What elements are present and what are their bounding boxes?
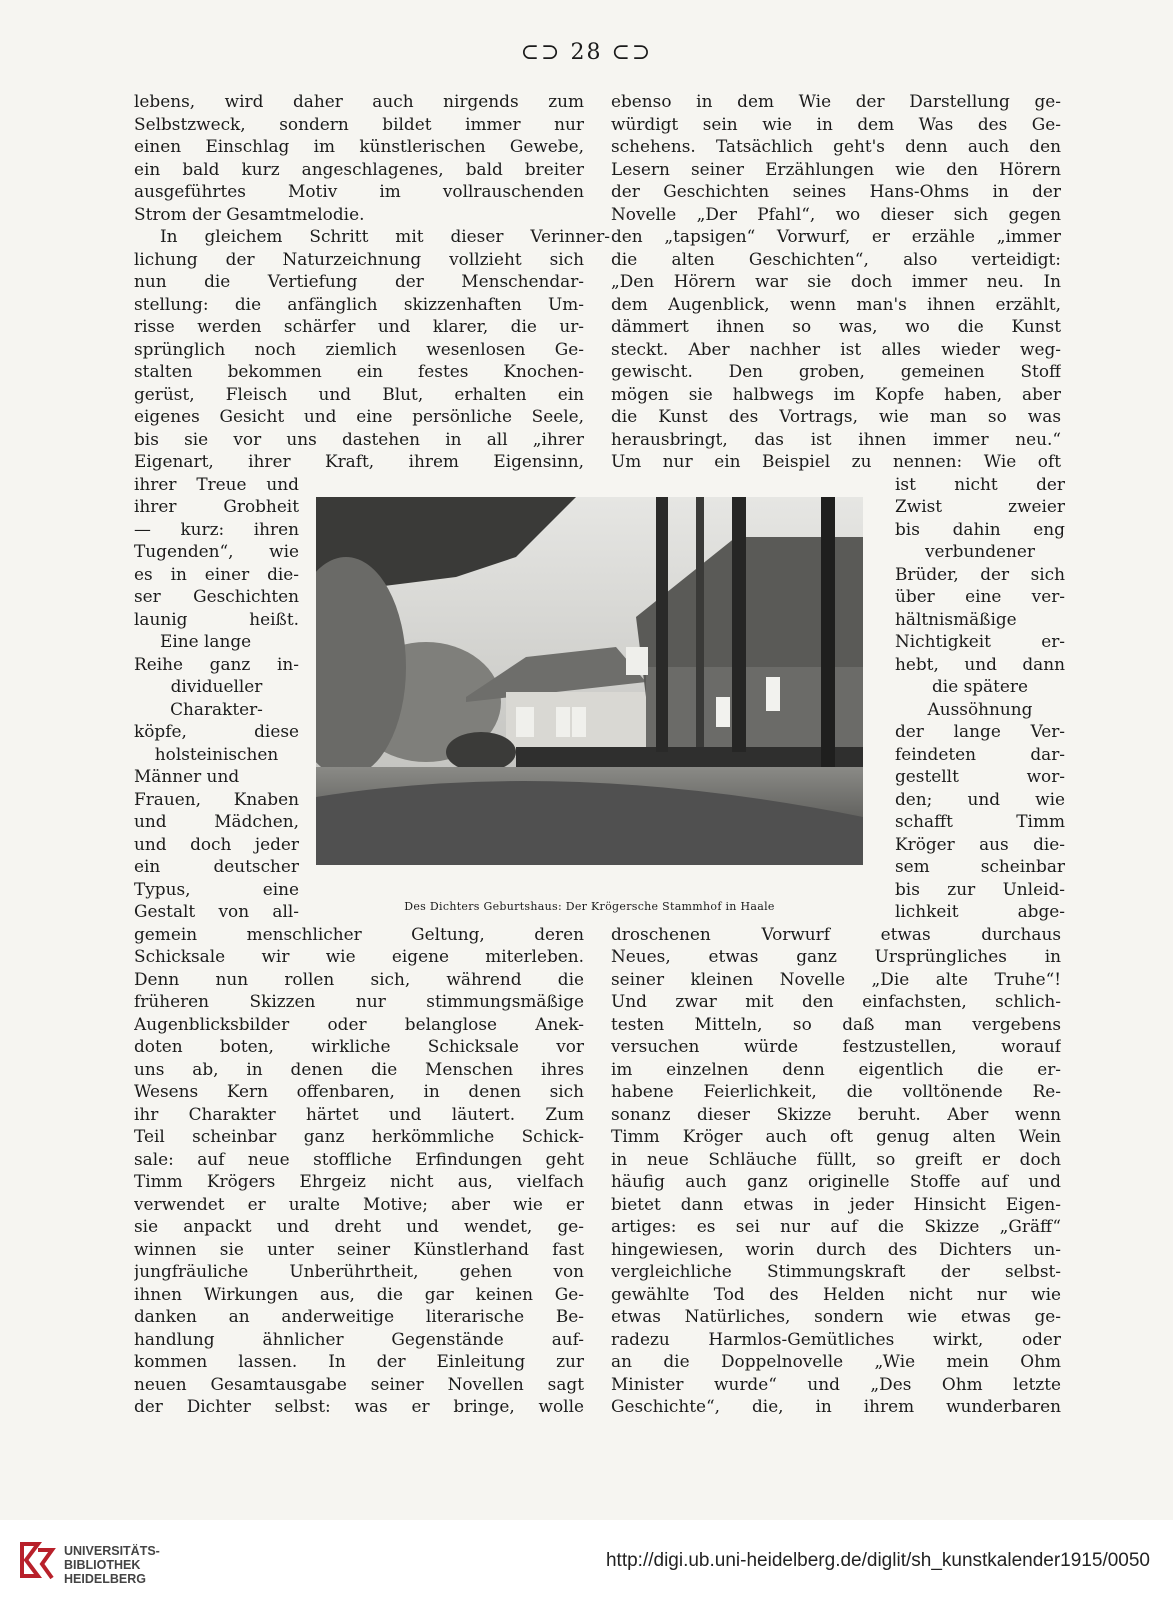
text-line: Zwist zweier	[895, 496, 1065, 516]
text-line: Kröger aus die-	[895, 833, 1065, 854]
text-line: der Dichter selbst: was er bringe, wolle	[134, 1396, 584, 1416]
text-line: danken an anderweitige literarische Be-	[134, 1306, 584, 1326]
text-line: sale: auf neue stoffliche Erfindungen geht	[134, 1148, 584, 1169]
text-line: versuchen würde festzustellen, worauf	[611, 1036, 1061, 1056]
text-line: würdigt sein wie in dem Was des Ge-	[611, 113, 1061, 134]
birthplace-photo	[316, 497, 863, 865]
text-line: herausbringt, das ist ihnen immer neu.“	[611, 428, 1061, 449]
text-line: vergleichliche Stimmungskraft der selbst-	[611, 1261, 1061, 1281]
text-line: stalten bekommen ein festes Knochen-	[134, 361, 584, 381]
text-line: habene Feierlichkeit, die volltönende Re-	[611, 1081, 1061, 1101]
page-number-ornament-right: ⊂⊃	[602, 40, 653, 65]
text-line: testen Mitteln, so daß man vergebens	[611, 1013, 1061, 1034]
text-line: Novelle „Der Pfahl“, wo dieser sich gegen	[611, 203, 1061, 224]
text-line: lichung der Naturzeichnung vollzieht sich	[134, 248, 584, 269]
text-line: feindeten dar-	[895, 743, 1065, 764]
text-line: bis zur Unleid-	[895, 878, 1065, 899]
text-line: winnen sie unter seiner Künstlerhand fast	[134, 1238, 584, 1259]
text-line: sie anpackt und dreht und wendet, ge-	[134, 1216, 584, 1236]
text-line: sonanz dieser Skizze beruht. Aber wenn	[611, 1103, 1061, 1124]
text-line: Männer und	[134, 766, 240, 786]
text-line: in neue Schläuche füllt, so greift er doch	[611, 1148, 1061, 1169]
text-line: kommen lassen. In der Einleitung zur	[134, 1351, 584, 1371]
text-line: ausgeführtes Motiv im vollrauschenden	[134, 181, 584, 201]
text-line: ihnen Wirkungen aus, die gar keinen Ge-	[134, 1283, 584, 1304]
text-line: „Den Hörern war sie doch immer neu. In	[611, 271, 1061, 291]
text-line: Brüder, der sich	[895, 563, 1065, 584]
text-line: gerüst, Fleisch und Blut, erhalten ein	[134, 383, 584, 404]
text-line: bietet dann etwas in jeder Hinsicht Eigen-	[611, 1193, 1061, 1214]
text-line: Wesens Kern offenbaren, in denen sich	[134, 1081, 584, 1101]
text-line: Teil scheinbar ganz herkömmliche Schick-	[134, 1126, 584, 1146]
text-line: Frauen, Knaben	[134, 788, 299, 809]
text-line: lebens, wird daher auch nirgends zum	[134, 91, 584, 111]
text-line: Selbstzweck, sondern bildet immer nur	[134, 113, 584, 134]
text-line: etwas Natürliches, sondern wie etwas ge-	[611, 1306, 1061, 1326]
page-number-ornament-left: ⊂⊃	[520, 40, 571, 65]
text-line: neuen Gesamtausgabe seiner Novellen sagt	[134, 1373, 584, 1394]
text-line: Neues, etwas ganz Ursprüngliches in	[611, 946, 1061, 966]
text-line: eigenes Gesicht und eine persönliche Seele,	[134, 406, 584, 426]
library-name: UNIVERSITÄTS- BIBLIOTHEK HEIDELBERG	[64, 1544, 160, 1586]
text-line: Schicksale wir wie eigene miterleben.	[134, 946, 584, 966]
text-line: gewählte Tod des Helden nicht nur wie	[611, 1283, 1061, 1304]
text-line: artiges: es sei nur auf die Skizze „Gräff“	[611, 1216, 1061, 1236]
text-line: im einzelnen denn eigentlich die er-	[611, 1058, 1061, 1079]
text-line: Aussöhnung	[927, 698, 1033, 719]
text-line: einen Einschlag im künstlerischen Gewebe,	[134, 136, 584, 156]
text-line: Gestalt von all-	[134, 901, 299, 921]
text-line: ist nicht der	[895, 473, 1065, 494]
source-url-link[interactable]: http://digi.ub.uni-heidelberg.de/diglit/sh_kunstkalender1915/0050	[605, 1550, 1150, 1571]
text-line: die spätere	[932, 676, 1028, 696]
text-line: jungfräuliche Unberührtheit, gehen von	[134, 1261, 584, 1281]
text-line: In gleichem Schritt mit dieser Verinner-	[160, 226, 610, 246]
text-line: ein bald kurz angeschlagenes, bald breiter	[134, 158, 584, 179]
text-line: ser Geschichten	[134, 586, 299, 606]
text-line: ihrer Grobheit	[134, 496, 299, 516]
text-line: dividueller	[170, 676, 263, 696]
text-line: der Geschichten seines Hans-Ohms in der	[611, 181, 1061, 201]
text-line: schehens. Tatsächlich geht's denn auch den	[611, 136, 1061, 156]
text-line: launig heißt.	[134, 608, 299, 629]
text-line: lichkeit abge-	[895, 901, 1065, 921]
text-line: ebenso in dem Wie der Darstellung ge-	[611, 91, 1061, 111]
text-line: ihr Charakter härtet und läutert. Zum	[134, 1103, 584, 1124]
text-line: droschenen Vorwurf etwas durchaus	[611, 923, 1061, 944]
university-library-logo-icon	[18, 1540, 58, 1584]
text-line: über eine ver-	[895, 586, 1065, 606]
text-line: ein deutscher	[134, 856, 299, 876]
text-line: Eigenart, ihrer Kraft, ihrem Eigensinn,	[134, 451, 584, 471]
text-line: gestellt wor-	[895, 766, 1065, 786]
text-line: seiner kleinen Novelle „Die alte Truhe“!	[611, 968, 1061, 989]
text-line: an die Doppelnovelle „Wie mein Ohm	[611, 1351, 1061, 1371]
text-line: dem Augenblick, wenn man's ihnen erzählt,	[611, 293, 1061, 314]
text-line: die alten Geschichten“, also verteidigt:	[611, 248, 1061, 269]
text-line: Minister wurde“ und „Des Ohm letzte	[611, 1373, 1061, 1394]
text-line: Timm Krögers Ehrgeiz nicht aus, vielfach	[134, 1171, 584, 1191]
text-line: Nichtigkeit er-	[895, 631, 1065, 651]
text-line: radezu Harmlos-Gemütliches wirkt, oder	[611, 1328, 1061, 1349]
footer-bar	[0, 1520, 1173, 1608]
text-line: bis sie vor uns dastehen in all „ihrer	[134, 428, 584, 449]
text-line: schafft Timm	[895, 811, 1065, 831]
text-line: hingewiesen, worin durch des Dichters un-	[611, 1238, 1061, 1259]
text-line: nun die Vertiefung der Menschendar-	[134, 271, 584, 291]
text-line: holsteinischen	[154, 743, 279, 764]
text-line: sem scheinbar	[895, 856, 1065, 876]
farmhouse-photo	[316, 497, 863, 865]
text-line: häufig auch ganz originelle Stoffe auf und	[611, 1171, 1061, 1191]
text-line: gewischt. Den groben, gemeinen Stoff	[611, 361, 1061, 381]
text-line: Und zwar mit den einfachsten, schlich-	[611, 991, 1061, 1011]
text-line: bis dahin eng	[895, 518, 1065, 539]
text-line: hebt, und dann	[895, 653, 1065, 674]
text-line: und Mädchen,	[134, 811, 299, 831]
page-number: ⊂⊃ 28 ⊂⊃	[520, 40, 653, 65]
text-line: handlung ähnlicher Gegenstände auf-	[134, 1328, 584, 1349]
text-line: Reihe ganz in-	[134, 653, 299, 674]
text-line: die Kunst des Vortrags, wie man so was	[611, 406, 1061, 426]
text-line: den; und wie	[895, 788, 1065, 809]
text-line: köpfe, diese	[134, 721, 299, 741]
text-line: Denn nun rollen sich, während die	[134, 968, 584, 989]
text-line: mögen sie halbwegs im Kopfe haben, aber	[611, 383, 1061, 404]
text-line: es in einer die-	[134, 563, 299, 584]
text-line: verbundener	[925, 541, 1035, 561]
text-line: Geschichte“, die, in ihrem wunderbaren	[611, 1396, 1061, 1416]
text-line: uns ab, in denen die Menschen ihres	[134, 1058, 584, 1079]
text-line: gemein menschlicher Geltung, deren	[134, 923, 584, 944]
text-line: Um nur ein Beispiel zu nennen: Wie oft	[611, 451, 1061, 471]
text-line: Lesern seiner Erzählungen wie den Hörern	[611, 158, 1061, 179]
text-line: doten boten, wirkliche Schicksale vor	[134, 1036, 584, 1056]
text-line: der lange Ver-	[895, 721, 1065, 741]
text-line: dämmert ihnen so was, wo die Kunst	[611, 316, 1061, 336]
text-line: Strom der Gesamtmelodie.	[134, 203, 365, 224]
text-line: den „tapsigen“ Vorwurf, er erzähle „immer	[611, 226, 1061, 246]
text-line: und doch jeder	[134, 833, 299, 854]
text-line: risse werden schärfer und klarer, die ur-	[134, 316, 584, 336]
text-line: — kurz: ihren	[134, 518, 299, 539]
text-line: früheren Skizzen nur stimmungsmäßige	[134, 991, 584, 1011]
text-line: Charakter-	[170, 698, 263, 719]
text-line: verwendet er uralte Motive; aber wie er	[134, 1193, 584, 1214]
text-line: stellung: die anfänglich skizzenhaften Um-	[134, 293, 584, 314]
photo-caption: Des Dichters Geburtshaus: Der Krögersche Stammhof in Haale	[404, 900, 775, 913]
text-line: hältnismäßige	[895, 608, 1017, 629]
text-line: Tugenden“, wie	[134, 541, 299, 561]
text-line: Timm Kröger auch oft genug alten Wein	[611, 1126, 1061, 1146]
text-line: ihrer Treue und	[134, 473, 299, 494]
text-line: steckt. Aber nachher ist alles wieder weg-	[611, 338, 1061, 359]
text-line: Eine lange	[160, 631, 252, 651]
text-line: Augenblicksbilder oder belanglose Anek-	[134, 1013, 584, 1034]
text-line: sprünglich noch ziemlich wesenlosen Ge-	[134, 338, 584, 359]
text-line: Typus, eine	[134, 878, 299, 899]
